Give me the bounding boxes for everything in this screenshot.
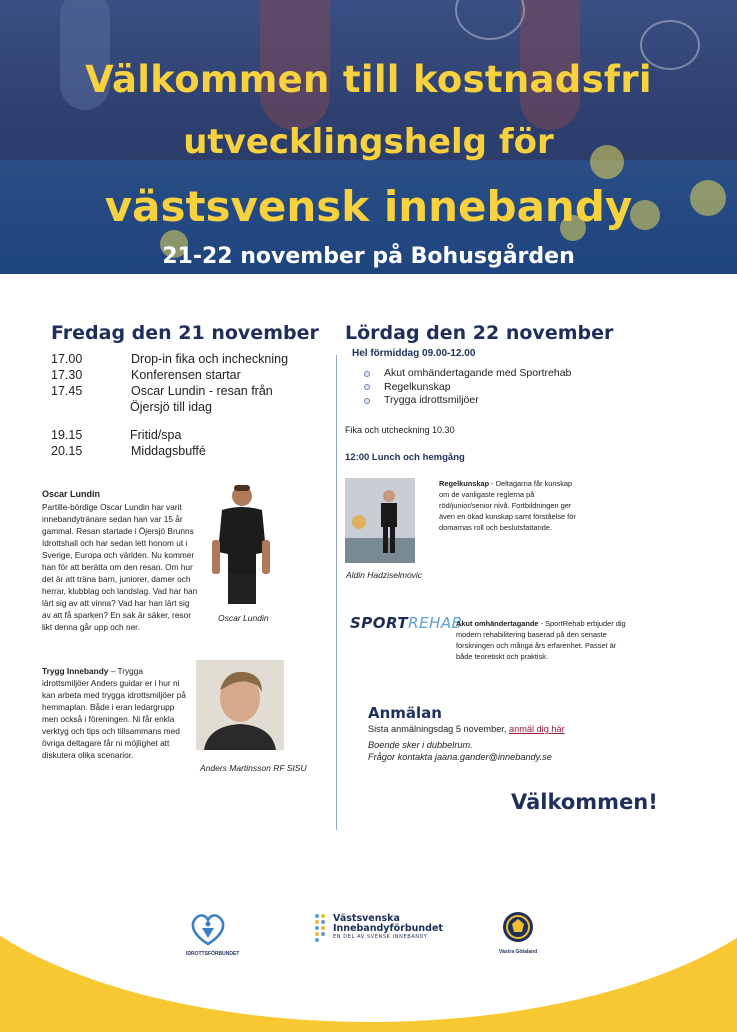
regel-text: - Deltagarna får kunskap om de vanligaste reglerna på röd/junior/senior nivå. Fortbildningen ger även en ökad kunskap samt förståelse för domarnas roll och beslutsfattande. <box>439 479 576 532</box>
dots-logo-icon <box>313 912 329 942</box>
sportrehab-text: - SportRehab erbjuder dig modern rehabilitering baserad på den senaste forskningen och många års erfarenhet. Passet är både teoretiskt och praktisk. <box>456 619 626 661</box>
vibf-logo-line2: Innebandyförbundet <box>333 923 443 934</box>
schedule-activity: Fritid/spa <box>130 428 182 442</box>
sportrehab-description <box>456 618 628 662</box>
sportrehab-logo <box>350 614 462 632</box>
hero-title-line3: västsvensk innebandy <box>104 182 633 231</box>
register-link[interactable]: anmäl dig här <box>508 724 565 734</box>
saturday-lunch: 12:00 Lunch och hemgång <box>345 452 465 463</box>
schedule-time: 20.15 <box>51 444 83 458</box>
saturday-morning: Hel förmiddag 09.00-12.00 <box>352 348 476 359</box>
anmalan-deadline-line <box>368 724 565 734</box>
person-icon <box>204 482 272 606</box>
hero-banner <box>0 0 737 274</box>
idrottsforbundet-logo-text: IDROTTSFÖRBUNDET <box>186 951 240 957</box>
saturday-bullets <box>364 367 571 408</box>
schedule-activity: Drop-in fika och incheckning <box>131 352 289 366</box>
person-icon <box>196 660 284 750</box>
schedule-activity: Middagsbuffé <box>131 444 206 458</box>
idrottsforbundet-logo <box>186 912 240 957</box>
anmalan-title: Anmälan <box>368 704 442 722</box>
vibf-logo-line1: Västsvenska <box>333 913 400 924</box>
hero-title-line1: Välkommen till kostnadsfri <box>85 58 652 101</box>
aldin-photo <box>345 478 415 563</box>
anmalan-lodging: Boende sker i dubbelrum. <box>368 740 473 750</box>
hero-title-line2: utvecklingshelg för <box>183 122 554 162</box>
anders-caption: Anders Martinsson RF SISU <box>200 763 307 773</box>
regel-description <box>439 478 581 533</box>
list-item-label: Trygga idrottsmiljöer <box>384 394 479 406</box>
schedule-time: 17.30 <box>51 368 83 382</box>
sportrehab-logo-part2: REHAB <box>408 614 463 632</box>
schedule-activity: Öjersjö till idag <box>130 400 212 414</box>
person-icon <box>345 478 415 563</box>
sportrehab-logo-part1: SPORT <box>350 614 409 632</box>
schedule-time: 17.00 <box>51 352 83 366</box>
emblem-logo-icon <box>501 910 535 944</box>
schedule-row <box>51 443 321 459</box>
list-item <box>364 381 571 395</box>
oscar-caption: Oscar Lundin <box>218 613 269 623</box>
list-item <box>364 394 571 408</box>
list-item <box>364 367 571 381</box>
sportrehab-name: Akut omhändertagande <box>456 619 539 628</box>
hero-date: 21-22 november på Bohusgården <box>162 244 575 269</box>
list-item-label: Akut omhändertagande med Sportrehab <box>384 367 572 379</box>
schedule-time: 19.15 <box>51 428 83 442</box>
column-divider <box>336 355 337 830</box>
schedule-row <box>51 399 321 415</box>
schedule-row <box>51 383 321 399</box>
schedule-time <box>51 399 130 415</box>
vibf-logo <box>313 912 443 942</box>
hero-background-stick <box>455 0 525 40</box>
schedule-activity: Oscar Lundin - resan från <box>131 384 273 398</box>
schedule-row <box>51 351 321 367</box>
regel-name: Regelkunskap <box>439 479 490 488</box>
anmalan-deadline: Sista anmälningsdag 5 november, <box>368 724 509 734</box>
vibf-logo-text <box>333 914 443 940</box>
sisu-logo-text: Västra Götaland <box>498 949 538 955</box>
saturday-title: Lördag den 22 november <box>345 322 614 344</box>
oscar-photo <box>204 482 272 606</box>
oscar-name: Oscar Lundin <box>42 489 101 499</box>
vibf-logo-line3: EN DEL AV SVENSK INNEBANDY <box>333 934 428 940</box>
trygg-text: – Trygga idrottsmiljöer Anders guidar er i hur ni kan arbeta med trygga idrottsmiljöer på hemmaplan. Både i eran ledargrupp men också i föreningen. Ni får enkla verktyg och tips och tillsammans med övriga deltagare får ni möjlighet att diskutera olika scenarior. <box>42 666 186 760</box>
bullet-icon <box>364 398 370 404</box>
bullet-icon <box>364 384 370 390</box>
list-item-label: Regelkunskap <box>384 380 451 393</box>
schedule-row <box>51 427 321 443</box>
trygg-description <box>42 665 192 761</box>
saturday-fika: Fika och utcheckning 10.30 <box>345 425 455 435</box>
welcome-text: Välkommen! <box>511 790 658 814</box>
trygg-name: Trygg Innebandy <box>42 666 109 676</box>
anders-photo <box>196 660 284 750</box>
oscar-bio: Partille-bördige Oscar Lundin har varit innebandytränare sedan han var 15 år gammal. Resan startade i Öjersjö Brunns Idrottshall och har sedan lett honom ut i Sverige, Europa och världen. Nu kommer han för att berätta om den resan. Om hur det är att träna barn, juniorer, damer och herrar, klubblag och landslag. Vad har han lärt sig av att vinna? Vad har han lärt sig av att få sparken? En sak är säker, resor likt denna går upp och ner. <box>42 502 198 632</box>
schedule-activity: Konferensen startar <box>131 368 241 382</box>
bullet-icon <box>364 371 370 377</box>
friday-schedule <box>51 351 321 459</box>
schedule-row <box>51 367 321 383</box>
aldin-caption: Aldin Hadziselmovic <box>346 570 423 580</box>
anmalan-contact: Frågor kontakta jaana.gander@innebandy.se <box>368 752 552 762</box>
sisu-logo <box>496 910 540 955</box>
heart-logo-icon <box>188 912 228 946</box>
friday-title: Fredag den 21 november <box>51 322 319 344</box>
schedule-time: 17.45 <box>51 384 83 398</box>
